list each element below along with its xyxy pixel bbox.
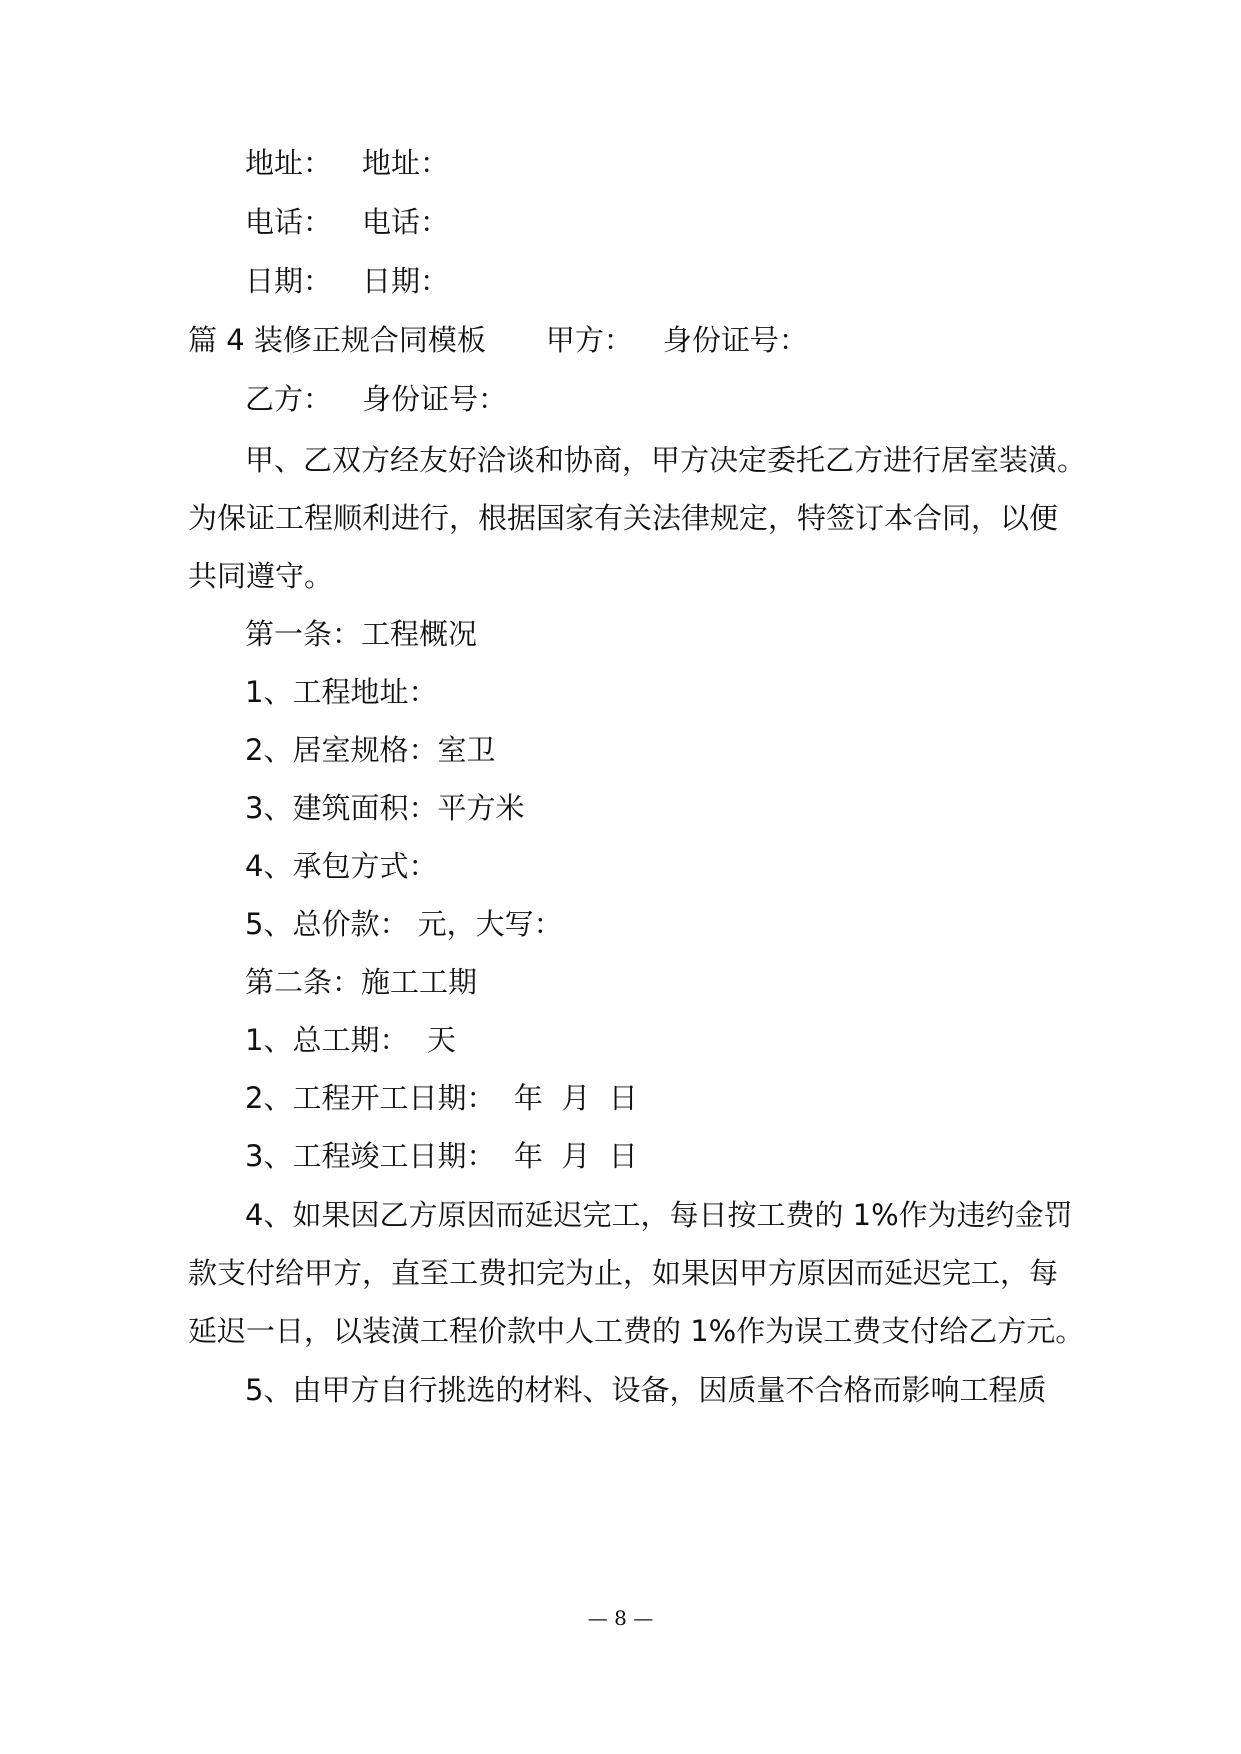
article1-item-1: 1、工程地址： <box>245 675 438 709</box>
article2-clause4-line-2: 款支付给甲方，直至工费扣完为止，如果因甲方原因而延迟完工，每 <box>188 1256 1059 1290</box>
article1-item-5: 5、总价款： 元，大写： <box>245 907 563 941</box>
article2-item-3: 3、工程竣工日期： 年 月 日 <box>245 1139 638 1173</box>
intro-line-2: 为保证工程顺利进行，根据国家有关法律规定，特签订本合同，以便 <box>188 501 1059 535</box>
article2-title: 第二条：施工工期 <box>245 965 478 999</box>
address-label-right: 地址： <box>362 146 450 180</box>
article2-clause5-line-1: 5、由甲方自行挑选的材料、设备，因质量不合格而影响工程质 <box>245 1373 1047 1407</box>
phone-label-left: 电话： <box>245 205 333 239</box>
article2-clause4-line-1: 4、如果因乙方原因而延迟完工，每日按工费的 1%作为违约金罚 <box>245 1198 1073 1232</box>
intro-line-1: 甲、乙双方经友好洽谈和协商，甲方决定委托乙方进行居室装潢。 <box>245 443 1087 477</box>
article1-title: 第一条：工程概况 <box>245 617 478 651</box>
date-label-right: 日期： <box>362 264 450 298</box>
signature-phone-row <box>245 202 449 242</box>
phone-label-right: 电话： <box>362 205 450 239</box>
signature-date-row <box>245 261 449 301</box>
party-a-label: 甲方： <box>545 323 633 357</box>
party-b-id-label: 身份证号： <box>362 382 508 416</box>
article2-clause4-line-3: 延迟一日，以装潢工程价款中人工费的 1%作为误工费支付给乙方元。 <box>188 1314 1085 1348</box>
party-b-label: 乙方： <box>245 382 333 416</box>
article1-item-2: 2、居室规格：室卫 <box>245 733 496 767</box>
date-label-left: 日期： <box>245 264 333 298</box>
page-number: — 8 — <box>587 1606 654 1630</box>
address-label-left: 地址： <box>245 146 333 180</box>
article2-item-1: 1、总工期： 天 <box>245 1023 456 1057</box>
party-a-id-label: 身份证号： <box>662 323 808 357</box>
section-heading-row <box>188 320 808 360</box>
article2-item-2: 2、工程开工日期： 年 月 日 <box>245 1081 638 1115</box>
intro-line-3: 共同遵守。 <box>188 559 334 593</box>
section-heading: 篇 4 装修正规合同模板 <box>188 323 486 357</box>
signature-address-row <box>245 143 449 183</box>
article1-item-3: 3、建筑面积：平方米 <box>245 791 525 825</box>
article1-item-4: 4、承包方式： <box>245 849 438 883</box>
party-b-row <box>245 379 507 419</box>
